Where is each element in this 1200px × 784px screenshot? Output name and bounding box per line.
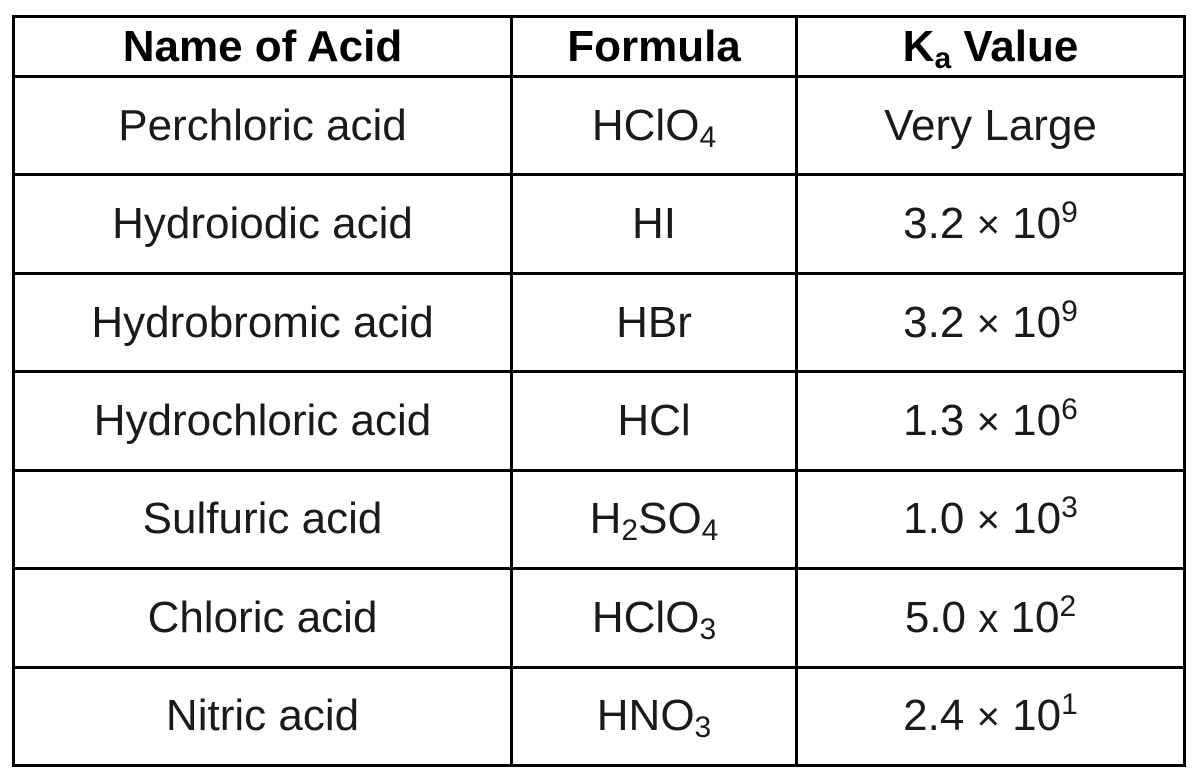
header-ka-value-label: Value [951, 21, 1079, 71]
ka-coefficient: 1.0 [903, 494, 965, 544]
acid-formula-cell [512, 273, 797, 371]
ka-value-cell [797, 470, 1185, 568]
ka-coefficient: 3.2 [903, 199, 965, 249]
ka-coefficient: 1.3 [903, 395, 965, 445]
ka-value-cell [797, 372, 1185, 470]
table-row [14, 273, 1185, 371]
ka-base: 10 [1012, 494, 1062, 544]
ka-value-cell [797, 77, 1185, 175]
ka-multiply-sign: × [976, 399, 1000, 444]
formula-subscript: 3 [694, 711, 712, 745]
ka-multiply-sign: × [976, 498, 1000, 543]
acid-formula-cell [512, 470, 797, 568]
acid-name-cell: Sulfuric acid [14, 470, 512, 568]
ka-value-cell [797, 569, 1185, 667]
formula-text: HClO [591, 100, 700, 150]
header-ka-symbol: K [902, 21, 935, 71]
formula-subscript: 2 [621, 514, 639, 548]
header-ka-subscript: a [934, 41, 952, 75]
acid-name-cell: Hydroiodic acid [14, 175, 512, 273]
acid-name-cell: Hydrobromic acid [14, 273, 512, 371]
formula-text: HClO [591, 592, 700, 642]
header-ka-value [797, 17, 1185, 77]
ka-exponent: 9 [1061, 294, 1078, 328]
formula-subscript: 4 [699, 120, 717, 154]
ka-base: 10 [1012, 395, 1062, 445]
ka-base: 10 [1012, 691, 1062, 741]
table-row [14, 569, 1185, 667]
ka-exponent: 3 [1061, 491, 1078, 525]
ka-exponent: 6 [1061, 392, 1078, 426]
ka-base: 10 [1012, 297, 1062, 347]
ka-text: Very Large [884, 100, 1097, 150]
ka-multiply-sign: × [976, 695, 1000, 740]
formula-text: SO [638, 494, 702, 544]
formula-text: HNO [596, 691, 695, 741]
table-row [14, 77, 1185, 175]
ka-multiply-sign: x [978, 596, 999, 641]
ka-value-cell [797, 175, 1185, 273]
acid-formula-cell [512, 569, 797, 667]
ka-coefficient: 5.0 [904, 592, 967, 642]
acid-name-cell: Hydrochloric acid [14, 372, 512, 470]
ka-base: 10 [1012, 199, 1062, 249]
header-row [14, 17, 1185, 77]
table-row [14, 175, 1185, 273]
table-row [14, 470, 1185, 568]
ka-exponent: 9 [1061, 196, 1078, 230]
acid-formula-cell [512, 77, 797, 175]
ka-exponent: 2 [1059, 589, 1077, 623]
table-body [14, 77, 1185, 766]
formula-text: HI [632, 199, 676, 249]
formula-text: HCl [617, 395, 691, 445]
formula-subscript: 4 [701, 514, 719, 548]
acid-name-cell: Nitric acid [14, 667, 512, 765]
ka-coefficient: 2.4 [903, 691, 965, 741]
ka-multiply-sign: × [976, 301, 1000, 346]
formula-text: H [589, 494, 622, 544]
ka-value-cell [797, 667, 1185, 765]
ka-value-cell [797, 273, 1185, 371]
acid-formula-cell [512, 667, 797, 765]
acid-name-cell: Chloric acid [14, 569, 512, 667]
ka-coefficient: 3.2 [903, 297, 965, 347]
acid-ka-table [12, 15, 1186, 767]
table-row [14, 667, 1185, 765]
header-name-of-acid: Name of Acid [14, 17, 512, 77]
ka-base: 10 [1010, 592, 1060, 642]
ka-multiply-sign: × [976, 203, 1000, 248]
acid-formula-cell [512, 175, 797, 273]
header-formula: Formula [512, 17, 797, 77]
formula-subscript: 3 [699, 612, 717, 646]
acid-formula-cell [512, 372, 797, 470]
ka-exponent: 1 [1061, 688, 1078, 722]
acid-name-cell: Perchloric acid [14, 77, 512, 175]
formula-text: HBr [616, 297, 692, 347]
table-row [14, 372, 1185, 470]
